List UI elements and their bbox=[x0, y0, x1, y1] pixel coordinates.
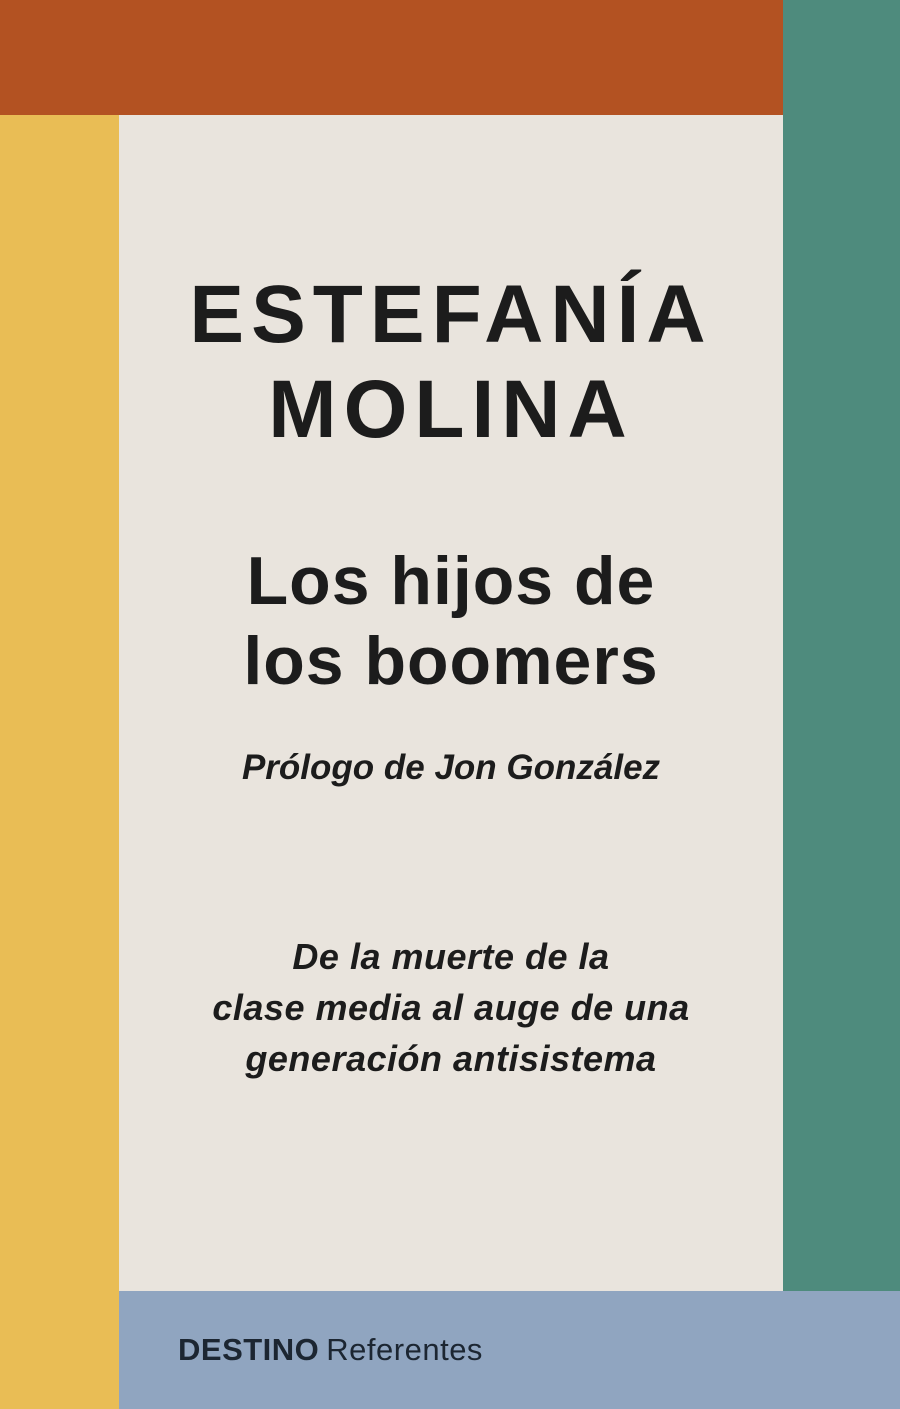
author-name bbox=[119, 267, 783, 457]
collection-name: Referentes bbox=[326, 1332, 483, 1367]
tagline bbox=[119, 931, 783, 1084]
publisher-name: DESTINO bbox=[178, 1332, 320, 1367]
book-title-line-1: Los hijos de bbox=[246, 543, 656, 619]
publisher-imprint bbox=[119, 1332, 483, 1368]
prologue-credit: Prólogo de Jon González bbox=[241, 748, 661, 787]
left-color-band bbox=[0, 115, 119, 1409]
top-color-band bbox=[0, 0, 783, 115]
tagline-line-3: generación antisistema bbox=[245, 1038, 657, 1079]
author-name-line-1: ESTEFANÍA bbox=[189, 269, 713, 360]
author-name-line-2: MOLINA bbox=[268, 364, 634, 455]
tagline-line-1: De la muerte de la bbox=[292, 936, 610, 977]
cover-center-panel bbox=[119, 115, 783, 1291]
tagline-line-2: clase media al auge de una bbox=[212, 987, 690, 1028]
bottom-color-band bbox=[119, 1291, 900, 1409]
right-color-band bbox=[783, 0, 900, 1291]
book-title-line-2: los boomers bbox=[243, 623, 659, 699]
book-title bbox=[119, 541, 783, 701]
